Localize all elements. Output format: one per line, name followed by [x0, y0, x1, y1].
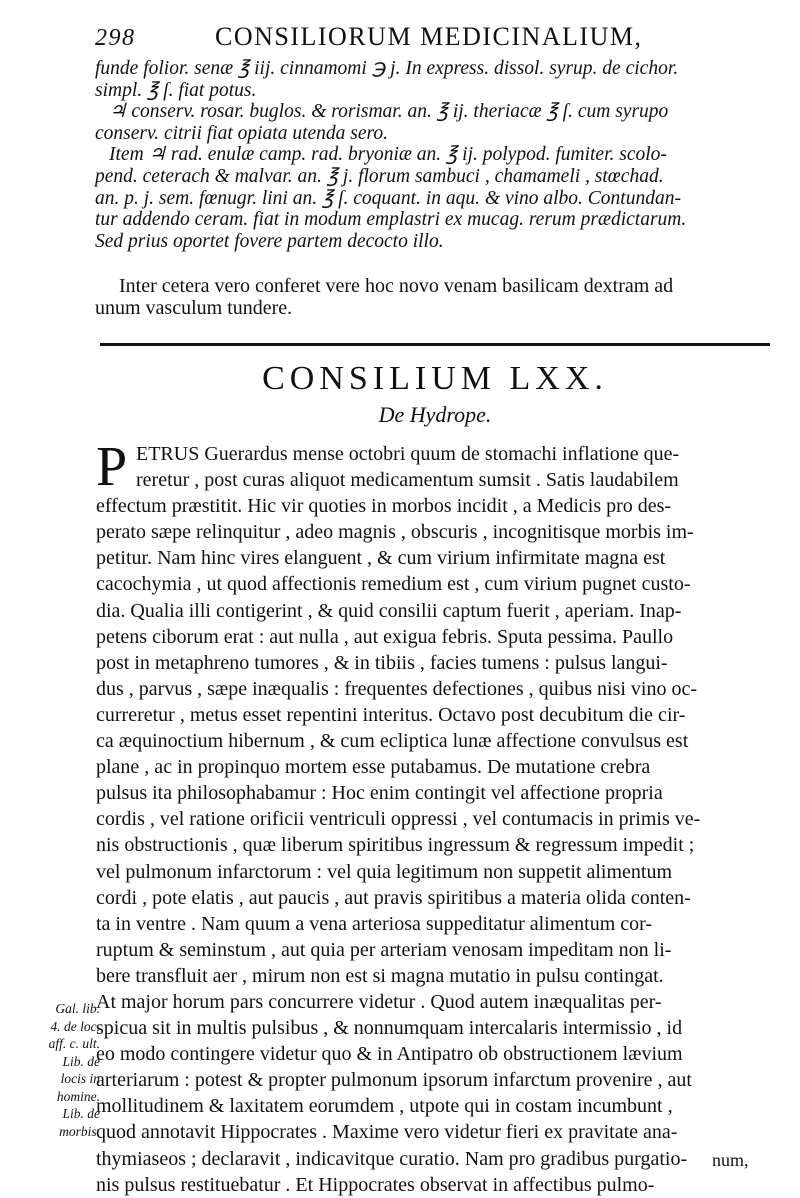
- text-line: an. p. j. sem. fœnugr. lini an. ℥ ſ. coquant. in aqu. & vino albo. Contundan-: [95, 187, 681, 209]
- text-line: pend. ceterach & malvar. an. ℥ j. florum sambuci , chamameli , stœchad.: [95, 165, 664, 187]
- text-line: effectum præstitit. Hic vir quoties in morbos incidit , a Medicis pro des-: [96, 495, 672, 518]
- text-line: reretur , post curas aliquot medicamentum sumsit . Satis laudabilem: [136, 469, 679, 492]
- text-line: At major horum pars concurrere videtur . Quod autem inæqualitas per-: [96, 990, 662, 1013]
- text-line: post in metaphreno tumores , & in tibiis , facies tumens : pulsus langui-: [96, 651, 668, 674]
- page-number: 298: [95, 25, 136, 51]
- text-line: nis obstructionis , quæ liberum spiritibus ingressum & regressum impedit ;: [96, 834, 695, 857]
- closing-note: [95, 276, 775, 319]
- text-line: petitur. Nam hinc vires elanguent , & cum virium infirmitate magna est: [96, 547, 666, 570]
- text-line: mollitudinem & laxitatem eorumdem , utpote qui in costam incumbunt ,: [96, 1095, 673, 1118]
- text-line: bere transfluit aer , mirum non est si magna mutatio in pulsu contingat.: [96, 964, 664, 987]
- catchword: num,: [712, 1150, 749, 1170]
- margin-line: 4. de loc.: [50, 1018, 100, 1034]
- text-line: unum vasculum tundere.: [95, 296, 293, 319]
- text-line: ruptum & seminstum , aut quia per arteriam venosam impeditam non li-: [96, 938, 672, 961]
- text-line: curreretur , metus esset repentini interitus. Octavo post decubitum die cir-: [96, 703, 686, 726]
- margin-line: Gal. lib.: [55, 1001, 100, 1016]
- text-line: perato sæpe relinquitur , adeo magnis , obscuris , incognitisque morbis im-: [96, 521, 694, 544]
- text-line: funde folior. senæ ℥ iij. cinnamomi ℈ j. In express. dissol. syrup. de cichor.: [95, 58, 679, 79]
- text-line: plane , ac in propinquo mortem esse putabamus. De mutatione crebra: [96, 756, 651, 779]
- text-line: dus , parvus , sæpe inæqualis : frequentes defectiones , quibus nisi vino oc-: [96, 677, 698, 700]
- margin-line: Lib. de: [62, 1106, 100, 1121]
- text-line: ca æquinoctium hibernum , & cum ecliptica lunæ affectione convulsus est: [96, 730, 689, 753]
- text-line: ta in ventre . Nam quum a vena arteriosa suppeditatur alimentum cor-: [96, 912, 653, 935]
- text-line: eo modo contingere videtur quo & in Antipatro ob obstructionem lævium: [96, 1043, 683, 1066]
- prescription-block: [95, 58, 775, 252]
- margin-line: morbis.: [59, 1123, 100, 1139]
- text-line: cordi , pote elatis , aut paucis , aut pravis spiritibus a materia olida conten-: [96, 886, 691, 909]
- text-line: simpl. ℥ ſ. fiat potus.: [95, 79, 257, 101]
- margin-note: [18, 1000, 100, 1140]
- text-line: Item ♃ rad. enulæ camp. rad. bryoniæ an. ℥ ij. polypod. fumiter. scolo-: [109, 144, 667, 166]
- text-line: vel pulmonum infarctorum : vel quia legitimum non suppetit alimentum: [96, 860, 673, 883]
- text-line: ETRUS Guerardus mense octobri quum de stomachi inflatione que-: [136, 443, 680, 465]
- text-line: petens ciborum erat : aut nulla , aut exigua febris. Sputa pessima. Paullo: [96, 625, 674, 648]
- text-line: dia. Qualia illi contigerint , & quid consilii captum fuerit , aperiam. Inap-: [96, 599, 682, 622]
- text-line: pulsus ita philosophabamur : Hoc enim contingit vel affectione propria: [96, 782, 663, 805]
- text-line: Sed prius oportet fovere partem decocto illo.: [95, 230, 444, 252]
- margin-line: homine.: [56, 1088, 100, 1104]
- consilium-title: CONSILIUM LXX.: [262, 360, 608, 397]
- text-line: cacochymia , ut quod affectionis remedium est , cum virium pugnet custo-: [96, 573, 691, 596]
- running-title: CONSILIORUM MEDICINALIUM,: [215, 22, 643, 51]
- text-line: thymiaseos ; declaravit , indicavitque curatio. Nam pro gradibus purgatio-: [96, 1147, 688, 1170]
- margin-line: aff. c. ult.: [48, 1036, 100, 1051]
- text-line: arteriarum : potest & propter pulmonum ipsorum infarctum provenire , aut: [96, 1069, 692, 1092]
- text-line: quod annotavit Hippocrates . Maxime vero videtur fieri ex pravitate ana-: [96, 1121, 678, 1144]
- margin-line: locis in: [60, 1071, 100, 1086]
- running-header: [95, 22, 775, 52]
- margin-line: Lib. de: [62, 1053, 100, 1069]
- drop-cap: P: [96, 436, 128, 498]
- section-divider: [100, 343, 770, 346]
- text-line: tur addendo ceram. fiat in modum emplastri ex mucag. rerum prædictarum.: [95, 209, 687, 231]
- text-line: cordis , vel ratione orificii ventriculi oppressi , vel contumacis in primis ve-: [96, 808, 701, 831]
- body-text: [96, 436, 776, 1198]
- text-line: spicua sit in multis pulsibus , & nonnumquam intercalaris intermissio , id: [96, 1017, 683, 1040]
- text-line: conserv. citrii fiat opiata utenda sero.: [95, 122, 389, 144]
- text-line: nis pulsus restituebatur . Et Hippocrates observat in affectibus pulmo-: [96, 1173, 655, 1196]
- consilium-subtitle: De Hydrope.: [378, 402, 492, 427]
- text-line: Inter cetera vero conferet vere hoc novo venam basilicam dextram ad: [119, 275, 674, 297]
- text-line: ♃ conserv. rosar. buglos. & rorismar. an. ℥ ij. theriacæ ℥ ſ. cum syrupo: [109, 101, 669, 123]
